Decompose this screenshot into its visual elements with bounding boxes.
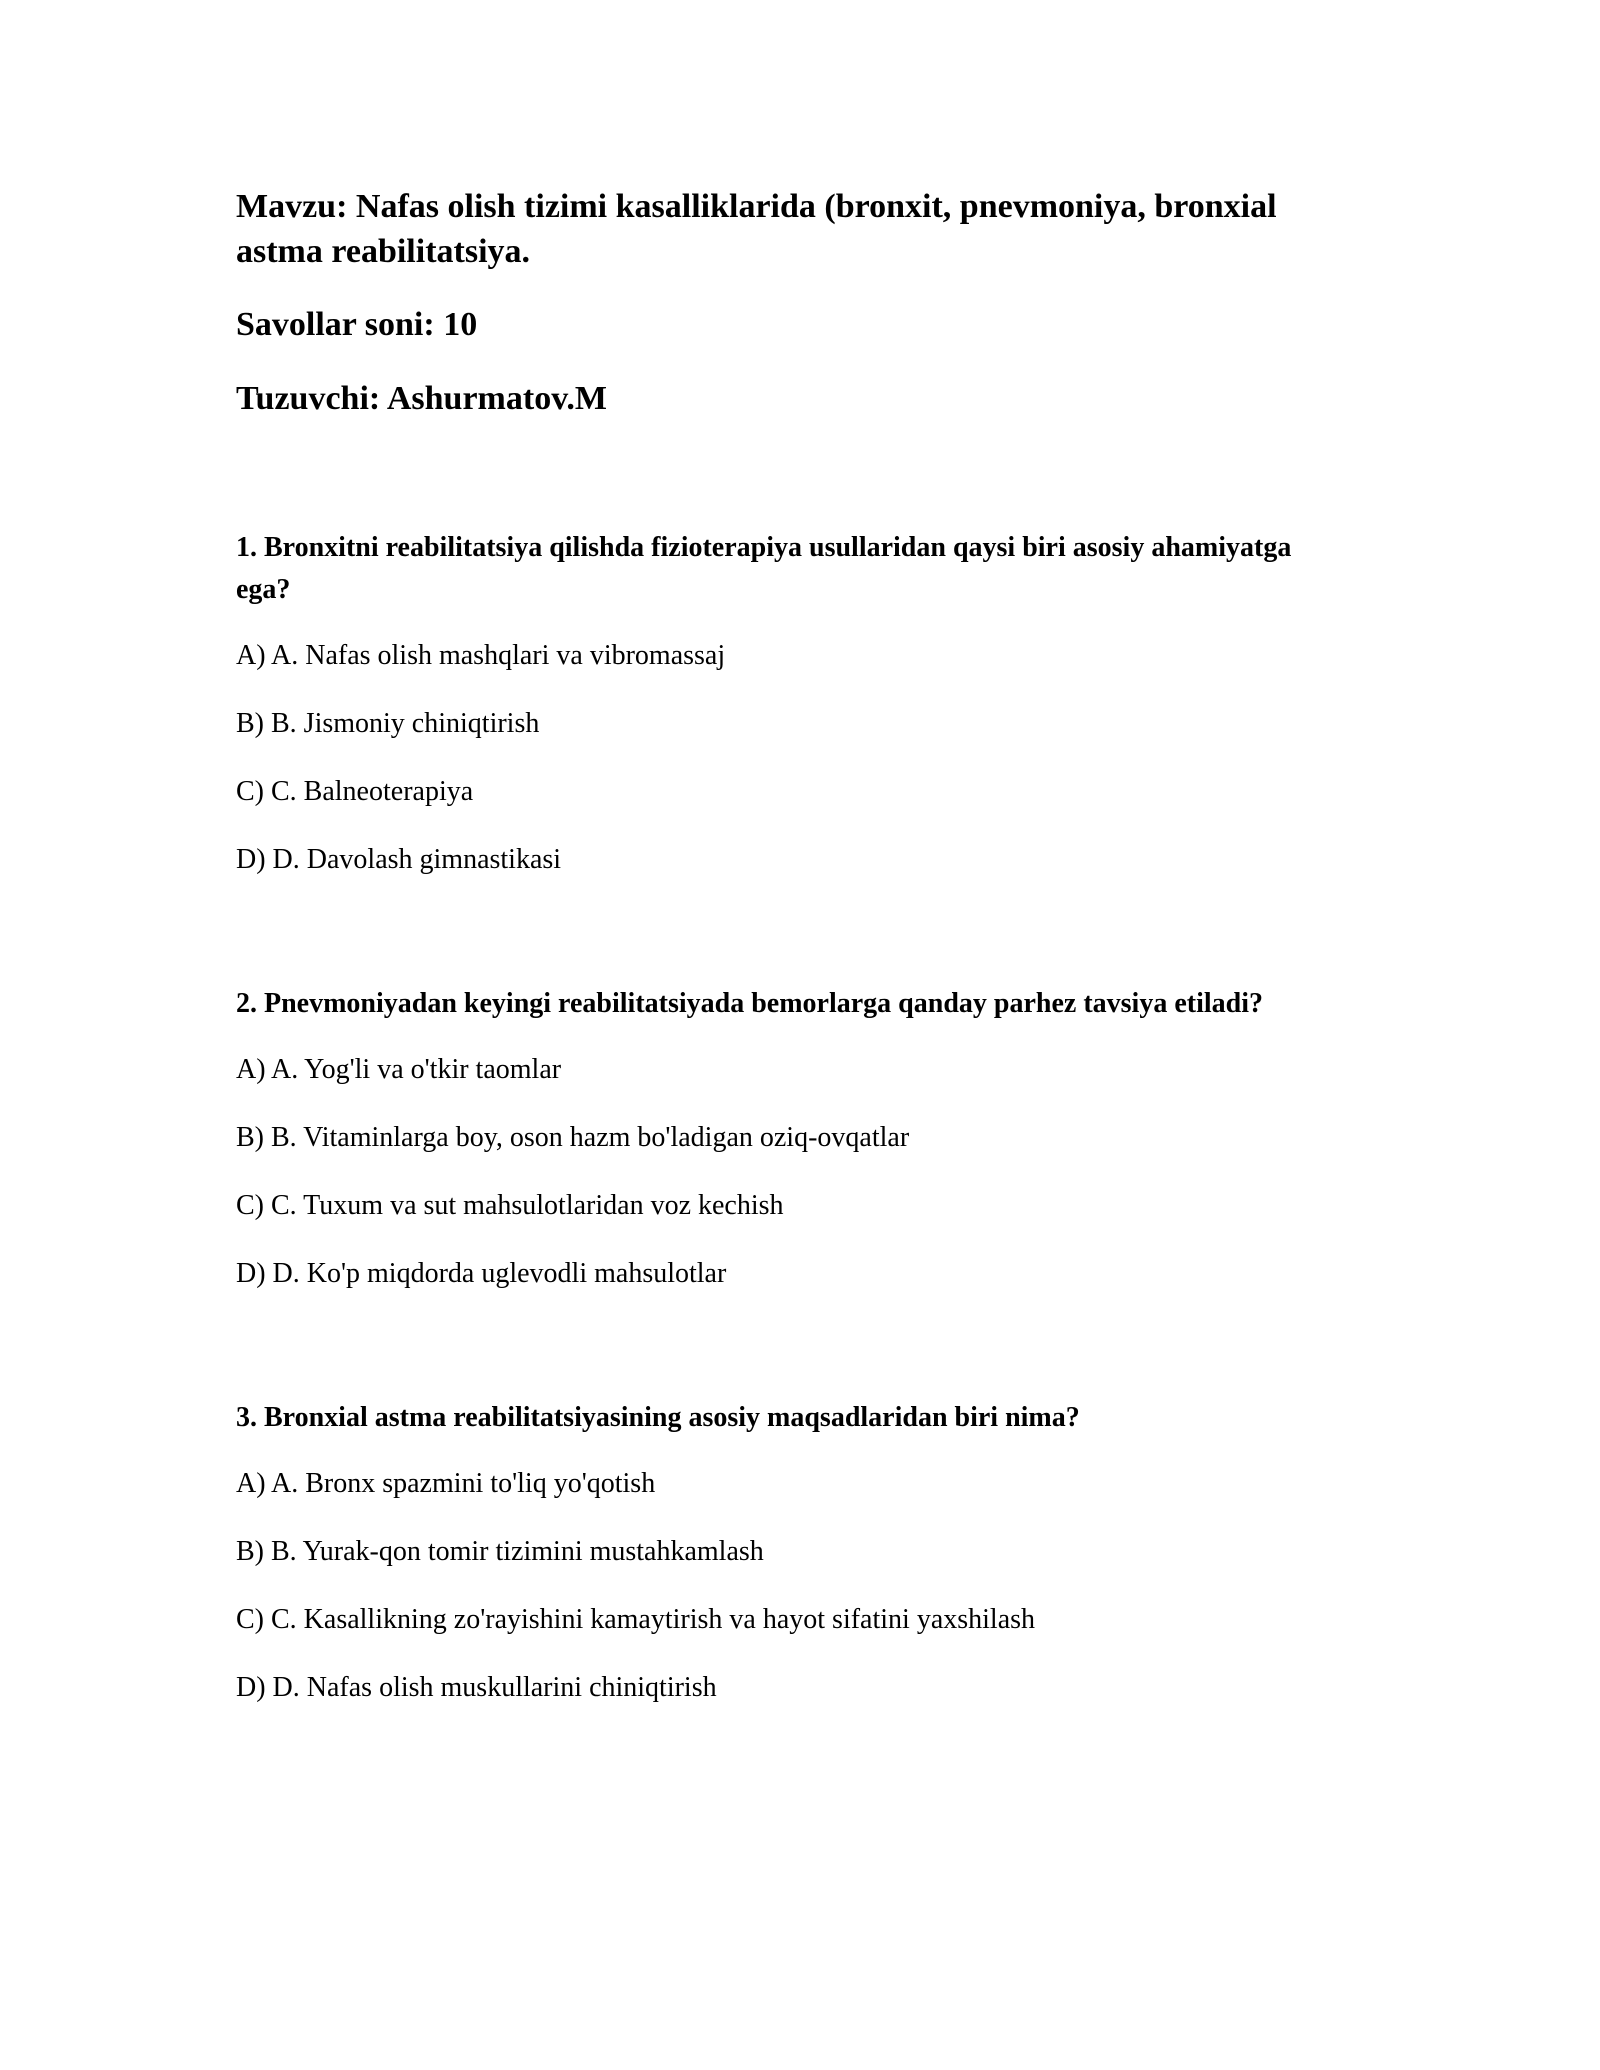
answer-option-b: B) B. Yurak-qon tomir tizimini mustahkamlash (236, 1536, 764, 1567)
answer-options (236, 1463, 1346, 1709)
question-list (236, 527, 1346, 1709)
answer-options (236, 1049, 1346, 1295)
answer-option-a: A) A. Bronx spazmini to'liq yo'qotish (236, 1468, 656, 1499)
question-item (236, 983, 1346, 1295)
question-text: 3. Bronxial astma reabilitatsiyasining asosiy maqsadlaridan biri nima? (236, 1402, 1080, 1433)
answer-option-d: D) D. Nafas olish muskullarini chiniqtirish (236, 1672, 717, 1703)
answer-option-a: A) A. Nafas olish mashqlari va vibromassaj (236, 640, 726, 671)
answer-option-b: B) B. Vitaminlarga boy, oson hazm bo'ladigan oziq-ovqatlar (236, 1122, 910, 1153)
answer-option-c: C) C. Kasallikning zo'rayishini kamaytirish va hayot sifatini yaxshilash (236, 1604, 1036, 1635)
question-item (236, 1397, 1346, 1709)
question-text: 2. Pnevmoniyadan keyingi reabilitatsiyada bemorlarga qanday parhez tavsiya etiladi? (236, 988, 1263, 1019)
answer-option-c: C) C. Balneoterapiya (236, 776, 474, 807)
answer-option-d: D) D. Davolash gimnastikasi (236, 844, 562, 875)
answer-option-b: B) B. Jismoniy chiniqtirish (236, 708, 540, 739)
answer-option-d: D) D. Ko'p miqdorda uglevodli mahsulotlar (236, 1258, 727, 1289)
document-content (236, 184, 1346, 1811)
answer-option-c: C) C. Tuxum va sut mahsulotlaridan voz kechish (236, 1190, 784, 1221)
document-header (236, 184, 1346, 421)
topic-title: Mavzu: Nafas olish tizimi kasalliklarida (bronxit, pnevmoniya, bronxial astma reabilitatsiya. (236, 188, 1277, 270)
question-count: Savollar soni: 10 (236, 306, 478, 343)
answer-options (236, 635, 1346, 881)
answer-option-a: A) A. Yog'li va o'tkir taomlar (236, 1054, 562, 1085)
question-text: 1. Bronxitni reabilitatsiya qilishda fizioterapiya usullaridan qaysi biri asosiy ahamiyatga ega? (236, 532, 1292, 605)
author-line: Tuzuvchi: Ashurmatov.M (236, 380, 607, 417)
question-item (236, 527, 1346, 881)
